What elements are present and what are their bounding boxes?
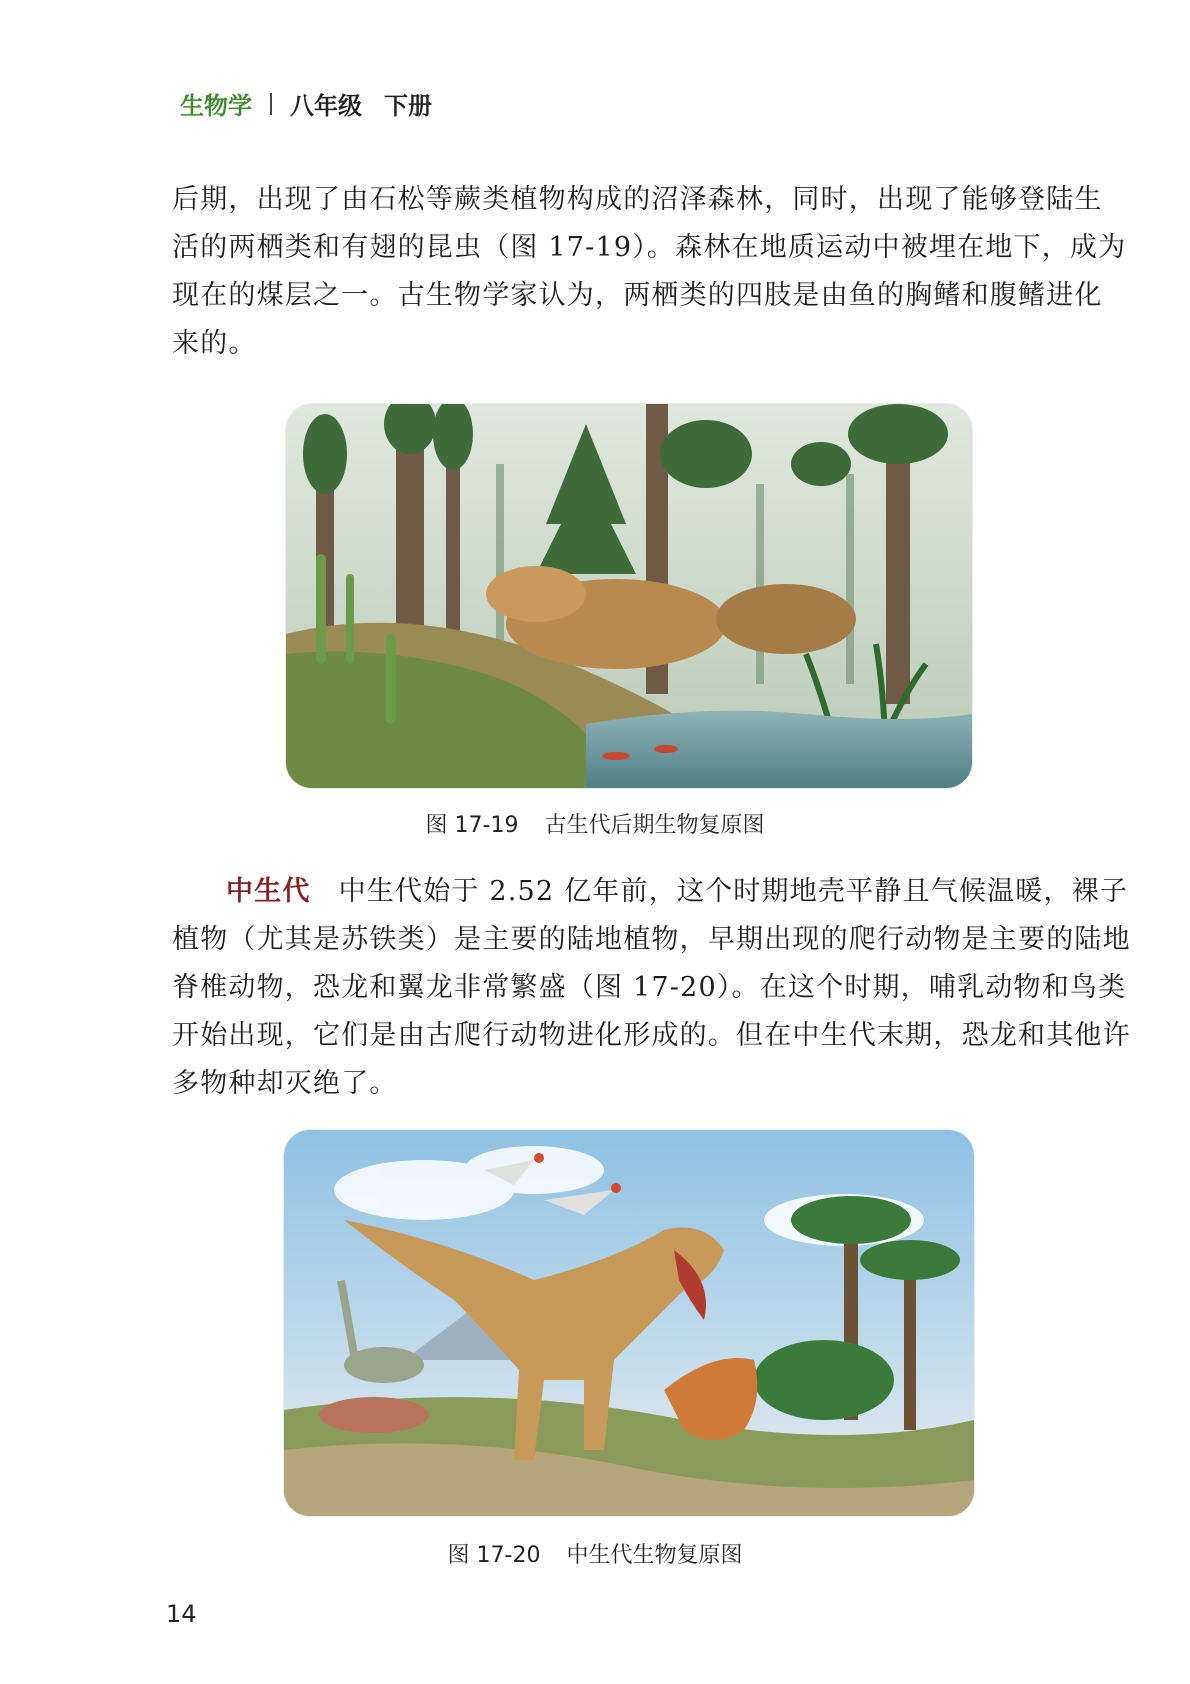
figure-caption-17-20 xyxy=(0,1538,1190,1569)
mesozoic-scene-image xyxy=(284,1130,974,1516)
paleozoic-scene-image xyxy=(286,404,972,788)
text-line: 现在的煤层之一。古生物学家认为，两栖类的四肢是由鱼的胸鳍和腹鳍进化 xyxy=(172,280,1103,311)
paragraph-paleozoic xyxy=(172,176,1127,368)
caption-title: 中生代生物复原图 xyxy=(566,1543,743,1568)
text-line: 多物种却灭绝了。 xyxy=(172,1068,398,1099)
caption-number: 图 17-19 xyxy=(425,813,519,838)
figure-caption-17-19 xyxy=(0,808,1190,839)
text-line: 植物（尤其是苏铁类）是主要的陆地植物，早期出现的爬行动物是主要的陆地 xyxy=(172,924,1131,955)
text-line: 后期，出现了由石松等蕨类植物构成的沼泽森林，同时，出现了能够登陆生 xyxy=(172,184,1103,215)
figure-mesozoic-illustration xyxy=(284,1130,974,1516)
text-line: 活的两栖类和有翅的昆虫（图 17-19）。森林在地质运动中被埋在地下，成为 xyxy=(172,232,1127,263)
page-number: 14 xyxy=(166,1600,197,1628)
caption-number: 图 17-20 xyxy=(447,1543,541,1568)
header-divider xyxy=(270,93,272,115)
header-grade: 八年级 xyxy=(290,92,362,120)
paragraph-mesozoic xyxy=(172,868,1131,1108)
caption-title: 古生代后期生物复原图 xyxy=(544,813,765,838)
header-volume: 下册 xyxy=(384,92,432,120)
header-subject: 生物学 xyxy=(180,92,252,120)
text-line: 来的。 xyxy=(172,328,257,359)
text-line-first xyxy=(172,868,1129,916)
running-header xyxy=(180,86,432,121)
text-line: 中生代始于 2.52 亿年前，这个时期地壳平静且气候温暖，裸子 xyxy=(338,876,1129,907)
term-mesozoic: 中生代 xyxy=(226,876,311,907)
figure-paleozoic-illustration xyxy=(286,404,972,788)
text-line: 脊椎动物，恐龙和翼龙非常繁盛（图 17-20）。在这个时期，哺乳动物和鸟类 xyxy=(172,972,1127,1003)
text-line: 开始出现，它们是由古爬行动物进化形成的。但在中生代末期，恐龙和其他许 xyxy=(172,1020,1131,1051)
